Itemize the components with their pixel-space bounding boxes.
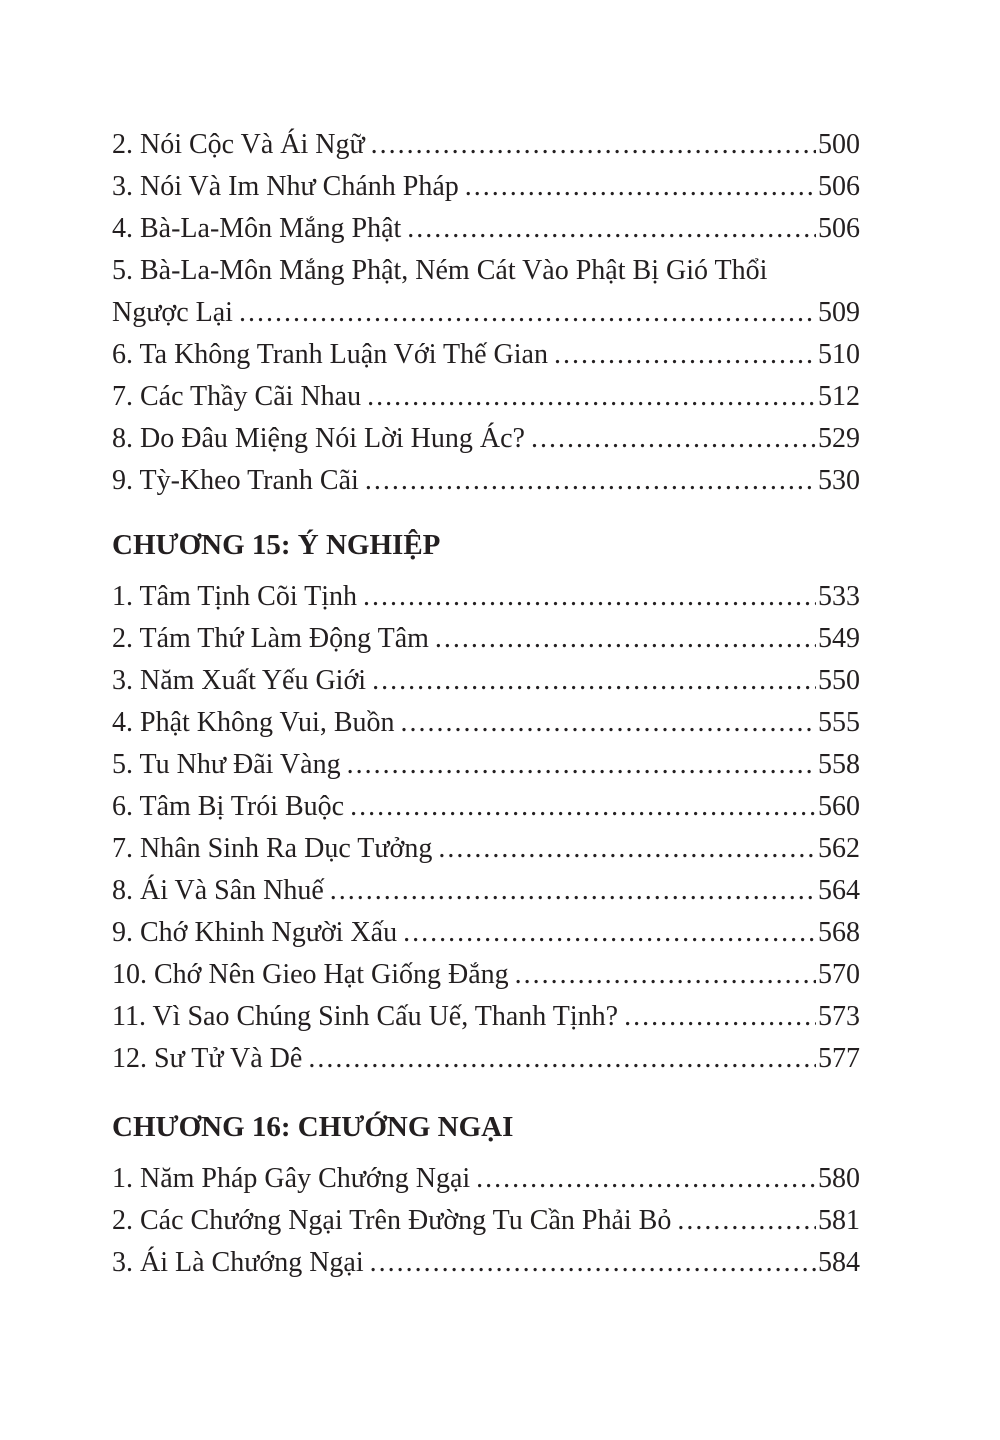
toc-entry-page: 560: [818, 791, 860, 822]
leader-dots: [330, 870, 816, 912]
toc-entry-title: 2. Nói Cộc Và Ái Ngữ: [112, 129, 365, 160]
leader-dots: [308, 1038, 816, 1080]
toc-entry-page: 555: [818, 707, 860, 738]
toc-entry-page: 558: [818, 749, 860, 780]
toc-entry: [112, 954, 860, 996]
toc-entry-title: 3. Năm Xuất Yếu Giới: [112, 665, 367, 696]
toc-entry-page: 510: [818, 339, 860, 370]
toc-entry: [112, 124, 860, 166]
table-of-contents: [112, 124, 860, 1284]
toc-entry-title: 1. Tâm Tịnh Cõi Tịnh: [112, 581, 358, 612]
toc-entry-wrapped: [112, 250, 860, 334]
toc-entry-title: 6. Ta Không Tranh Luận Với Thế Gian: [112, 339, 548, 370]
toc-entry-title: 9. Chớ Khinh Người Xấu: [112, 917, 398, 948]
toc-entry-title: 5. Tu Như Đãi Vàng: [112, 749, 341, 780]
toc-entry: [112, 460, 860, 502]
toc-entry-title-line2: Ngược Lại: [112, 297, 233, 328]
leader-dots: [367, 376, 816, 418]
toc-entry: [112, 660, 860, 702]
toc-entry-title: 4. Phật Không Vui, Buồn: [112, 707, 395, 738]
toc-entry: [112, 334, 860, 376]
toc-entry-page: 512: [818, 381, 860, 412]
leader-dots: [350, 786, 816, 828]
leader-dots: [370, 1242, 816, 1284]
toc-entry: [112, 1242, 860, 1284]
leader-dots: [435, 618, 816, 660]
toc-entry-title: 11. Vì Sao Chúng Sinh Cấu Uế, Thanh Tịnh?: [112, 1001, 619, 1032]
toc-entry-title: 3. Ái Là Chướng Ngại: [112, 1247, 364, 1278]
toc-entry: [112, 166, 860, 208]
chapter-heading: CHƯƠNG 15: Ý NGHIỆP: [112, 529, 441, 561]
toc-entry-page: 577: [818, 1043, 860, 1074]
toc-entry-title: 8. Do Đâu Miệng Nói Lời Hung Ác?: [112, 423, 525, 454]
toc-entry-title: 7. Các Thầy Cãi Nhau: [112, 381, 362, 412]
toc-entry: [112, 418, 860, 460]
toc-entry-page: 564: [818, 875, 860, 906]
leader-dots: [677, 1200, 816, 1242]
leader-dots: [403, 912, 816, 954]
toc-entry-title: 3. Nói Và Im Như Chánh Pháp: [112, 171, 459, 202]
toc-entry-page: 533: [818, 581, 860, 612]
toc-entry-title: 1. Năm Pháp Gây Chướng Ngại: [112, 1163, 471, 1194]
toc-entry: [112, 208, 860, 250]
toc-entry: [112, 828, 860, 870]
toc-entry-title: 12. Sư Tử Và Dê: [112, 1043, 303, 1074]
toc-entry-title: 8. Ái Và Sân Nhuế: [112, 875, 324, 906]
toc-entry-page: 581: [818, 1205, 860, 1236]
leader-dots: [347, 744, 816, 786]
toc-entry: [112, 1038, 860, 1080]
leader-dots: [465, 166, 816, 208]
toc-entry-page: 570: [818, 959, 860, 990]
toc-entry-title: 9. Tỳ-Kheo Tranh Cãi: [112, 465, 359, 496]
toc-entry-title: 2. Các Chướng Ngại Trên Đường Tu Cần Phải Bỏ: [112, 1205, 672, 1236]
toc-entry: [112, 912, 860, 954]
toc-entry: [112, 1158, 860, 1200]
toc-entry-page: 506: [818, 213, 860, 244]
leader-dots: [363, 576, 816, 618]
leader-dots: [407, 208, 816, 250]
leader-dots: [438, 828, 816, 870]
leader-dots: [531, 418, 816, 460]
toc-entry: [112, 870, 860, 912]
leader-dots: [624, 996, 816, 1038]
toc-entry: [112, 996, 860, 1038]
toc-entry-title: 6. Tâm Bị Trói Buộc: [112, 791, 345, 822]
toc-entry-page: 568: [818, 917, 860, 948]
toc-entry-page: 509: [818, 297, 860, 328]
toc-entry-page: 530: [818, 465, 860, 496]
toc-entry: [112, 576, 860, 618]
toc-entry-title: 7. Nhân Sinh Ra Dục Tưởng: [112, 833, 433, 864]
toc-entry: [112, 618, 860, 660]
toc-entry-page: 584: [818, 1247, 860, 1278]
toc-entry-page: 529: [818, 423, 860, 454]
toc-entry-page: 573: [818, 1001, 860, 1032]
toc-entry-page: 580: [818, 1163, 860, 1194]
chapter-heading: CHƯƠNG 16: CHƯỚNG NGẠI: [112, 1111, 514, 1143]
toc-entry-page: 562: [818, 833, 860, 864]
toc-entry-title: 2. Tám Thứ Làm Động Tâm: [112, 623, 429, 654]
toc-entry-title: 4. Bà-La-Môn Mắng Phật: [112, 213, 402, 244]
toc-entry-title: 10. Chớ Nên Gieo Hạt Giống Đắng: [112, 959, 509, 990]
leader-dots: [476, 1158, 816, 1200]
leader-dots: [372, 660, 816, 702]
toc-entry: [112, 1200, 860, 1242]
leader-dots: [365, 460, 816, 502]
leader-dots: [401, 702, 817, 744]
toc-entry-title-line1: 5. Bà-La-Môn Mắng Phật, Ném Cát Vào Phật Bị Gió Thổi: [112, 255, 768, 286]
leader-dots: [371, 124, 816, 166]
toc-entry: [112, 702, 860, 744]
toc-entry-page: 549: [818, 623, 860, 654]
toc-entry: [112, 376, 860, 418]
leader-dots: [239, 292, 816, 334]
toc-entry-line2: [112, 292, 860, 334]
leader-dots: [515, 954, 816, 996]
toc-entry-page: 500: [818, 129, 860, 160]
toc-entry-page: 506: [818, 171, 860, 202]
toc-entry: [112, 744, 860, 786]
toc-entry: [112, 786, 860, 828]
toc-entry-page: 550: [818, 665, 860, 696]
leader-dots: [554, 334, 816, 376]
